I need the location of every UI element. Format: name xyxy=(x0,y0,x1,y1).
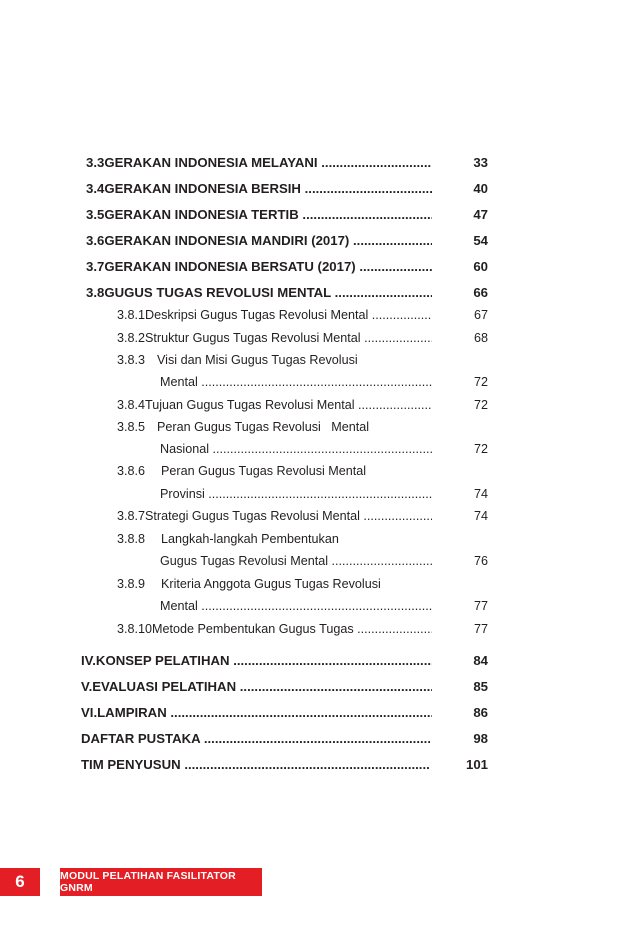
toc-page: 84 xyxy=(473,653,488,668)
toc-entry-3-8-5-line2 xyxy=(160,442,432,456)
toc-page: 76 xyxy=(473,554,488,568)
toc-title: Visi dan Misi Gugus Tugas Revolusi xyxy=(157,353,358,367)
toc-title: TIM PENYUSUN ..... xyxy=(81,757,430,772)
toc-title: GERAKAN INDONESIA BERSIH ..... xyxy=(104,181,432,196)
toc-entry-3-8-8-line2 xyxy=(160,554,432,568)
toc-entry-vi xyxy=(81,705,432,720)
toc-number: 3.8.2 xyxy=(117,331,146,345)
toc-page: 72 xyxy=(473,442,488,456)
toc-title: GERAKAN INDONESIA TERTIB ..... xyxy=(104,207,432,222)
toc-title: GERAKAN INDONESIA BERSATU (2017) ..... xyxy=(104,259,432,274)
toc-entry-3-5 xyxy=(86,207,432,222)
toc-entry-3-6 xyxy=(86,233,432,248)
toc-page: 86 xyxy=(473,705,488,720)
toc-title-cont: Mental ..... xyxy=(160,599,432,613)
toc-entry-3-8-6-line2 xyxy=(160,487,432,501)
toc-page: 98 xyxy=(473,731,488,746)
toc-title: DAFTAR PUSTAKA ..... xyxy=(81,731,430,746)
toc-page: 101 xyxy=(465,757,488,772)
toc-entry-3-8-5-line1 xyxy=(117,420,369,434)
toc-title-cont: Provinsi ..... xyxy=(160,487,432,501)
toc-number: 3.8.3 xyxy=(117,353,146,367)
toc-title: KONSEP PELATIHAN ..... xyxy=(96,653,432,668)
toc-number: 3.8.9 xyxy=(117,577,146,591)
toc-page: 85 xyxy=(473,679,488,694)
toc-title: LAMPIRAN ..... xyxy=(97,705,432,720)
toc-title: Kriteria Anggota Gugus Tugas Revolusi xyxy=(161,577,381,591)
footer-page-number: 6 xyxy=(0,868,40,896)
toc-title: Tujuan Gugus Tugas Revolusi Mental ..... xyxy=(145,398,432,412)
footer-title: MODUL PELATIHAN FASILITATOR GNRM xyxy=(60,868,262,896)
toc-page: 74 xyxy=(473,487,488,501)
toc-page: 72 xyxy=(473,398,488,412)
toc-number: 3.8.10 xyxy=(117,622,153,636)
toc-title: Struktur Gugus Tugas Revolusi Mental ..... xyxy=(145,331,432,345)
toc-page: 40 xyxy=(473,181,488,196)
toc-title: Deskripsi Gugus Tugas Revolusi Mental ..... xyxy=(145,308,432,322)
toc-page: 77 xyxy=(473,599,488,613)
toc-number: 3.8.6 xyxy=(117,464,146,478)
toc-entry-3-8-6-line1 xyxy=(117,464,366,478)
toc-number: 3.8.4 xyxy=(117,398,146,412)
toc-number: 3.8.1 xyxy=(117,308,146,322)
toc-entry-3-3 xyxy=(86,155,432,170)
toc-title: GERAKAN INDONESIA MELAYANI ..... xyxy=(104,155,432,170)
toc-entry-iv xyxy=(81,653,432,668)
toc-title-cont: Gugus Tugas Revolusi Mental ..... xyxy=(160,554,432,568)
toc-title: GUGUS TUGAS REVOLUSI MENTAL ..... xyxy=(104,285,432,300)
toc-entry-3-8-10 xyxy=(117,622,432,636)
toc-page: 33 xyxy=(473,155,488,170)
toc-title: Peran Gugus Tugas Revolusi Mental xyxy=(161,464,367,478)
toc-title: Metode Pembentukan Gugus Tugas ..... xyxy=(152,622,432,636)
toc-entry-3-4 xyxy=(86,181,432,196)
toc-entry-tim-penyusun xyxy=(81,757,430,772)
toc-entry-daftar-pustaka xyxy=(81,731,430,746)
toc-number: 3.8.8 xyxy=(117,532,146,546)
toc-page: 66 xyxy=(473,285,488,300)
toc-entry-3-7 xyxy=(86,259,432,274)
toc-title: Strategi Gugus Tugas Revolusi Mental ..... xyxy=(145,509,432,523)
toc-page: 72 xyxy=(473,375,488,389)
toc-number: 3.8 xyxy=(86,285,105,300)
toc-title: Peran Gugus Tugas Revolusi Mental xyxy=(157,420,370,434)
toc-number: 3.5 xyxy=(86,207,105,222)
toc-page: 68 xyxy=(473,331,488,345)
toc-entry-3-8-9-line1 xyxy=(117,577,381,591)
toc-entry-3-8-9-line2 xyxy=(160,599,432,613)
toc-entry-v xyxy=(81,679,432,694)
toc-page: 60 xyxy=(473,259,488,274)
toc-title-cont: Mental ..... xyxy=(160,375,432,389)
toc-number: 3.8.7 xyxy=(117,509,146,523)
toc-number: 3.6 xyxy=(86,233,105,248)
toc-page: 77 xyxy=(473,622,488,636)
toc-title: EVALUASI PELATIHAN ..... xyxy=(92,679,432,694)
toc-number: 3.4 xyxy=(86,181,105,196)
toc-entry-3-8 xyxy=(86,285,432,300)
toc-entry-3-8-7 xyxy=(117,509,432,523)
toc-entry-3-8-2 xyxy=(117,331,432,345)
toc-number: VI. xyxy=(81,705,98,720)
toc-title-cont: Nasional ..... xyxy=(160,442,432,456)
toc-entry-3-8-3-line1 xyxy=(117,353,358,367)
toc-entry-3-8-3-line2 xyxy=(160,375,432,389)
toc-page: 54 xyxy=(473,233,488,248)
toc-title: GERAKAN INDONESIA MANDIRI (2017) ..... xyxy=(104,233,432,248)
toc-number: 3.3 xyxy=(86,155,105,170)
toc-page: 74 xyxy=(473,509,488,523)
toc-entry-3-8-8-line1 xyxy=(117,532,339,546)
toc-title: Langkah-langkah Pembentukan xyxy=(161,532,339,546)
toc-entry-3-8-1 xyxy=(117,308,432,322)
toc-number: 3.8.5 xyxy=(117,420,146,434)
toc-number: V. xyxy=(81,679,93,694)
toc-page: 47 xyxy=(473,207,488,222)
toc-number: IV. xyxy=(81,653,96,668)
toc-number: 3.7 xyxy=(86,259,105,274)
toc-page: 67 xyxy=(473,308,488,322)
toc-entry-3-8-4 xyxy=(117,398,432,412)
